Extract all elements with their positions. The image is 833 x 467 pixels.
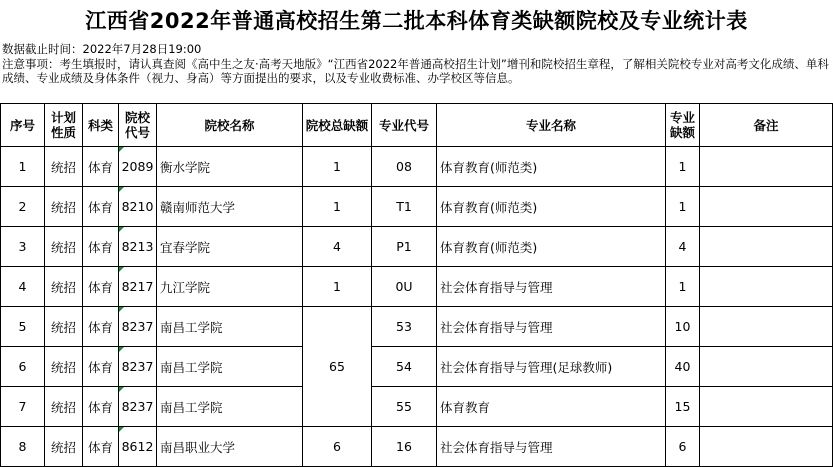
vacancy-table (0, 103, 833, 467)
cell-remark[interactable] (700, 427, 833, 467)
header-seq: 序号 (1, 104, 45, 147)
cell-major-name[interactable]: 体育教育(师范类) (437, 147, 666, 187)
cell-plan[interactable]: 统招 (45, 227, 83, 267)
cell-school-code[interactable]: 8237 (119, 307, 157, 347)
cell-school-vacancy[interactable]: 1 (303, 187, 372, 227)
table-row (1, 307, 833, 347)
cell-school-code[interactable]: 8217 (119, 267, 157, 307)
cell-subject[interactable]: 体育 (83, 387, 119, 427)
cell-school-code[interactable]: 2089 (119, 147, 157, 187)
cell-plan[interactable]: 统招 (45, 147, 83, 187)
page-title: 江西省2022年普通高校招生第二批本科体育类缺额院校及专业统计表 (85, 9, 748, 33)
table-row (1, 227, 833, 267)
cell-school-code[interactable]: 8213 (119, 227, 157, 267)
cell-major-vacancy[interactable]: 15 (666, 387, 700, 427)
cell-school-vacancy[interactable]: 65 (303, 307, 372, 427)
cell-major-name[interactable]: 体育教育 (437, 387, 666, 427)
cell-plan[interactable]: 统招 (45, 427, 83, 467)
cell-school-vacancy[interactable]: 1 (303, 267, 372, 307)
cell-seq[interactable]: 2 (1, 187, 45, 227)
cell-school-name[interactable]: 南昌工学院 (157, 387, 303, 427)
cell-major-vacancy[interactable]: 10 (666, 307, 700, 347)
cell-major-code[interactable]: 54 (372, 347, 437, 387)
cell-major-name[interactable]: 体育教育(师范类) (437, 187, 666, 227)
header-major-name: 专业名称 (437, 104, 666, 147)
notice-text: 注意事项：考生填报时，请认真查阅《高中生之友·高考天地版》“江西省2022年普通高校招生计划”增刊和院校招生章程，了解相关院校专业对高考文化成绩、单科成绩、专业成绩及身体条件（视力、身高）等方面提出的要求，以及专业收费标准、办学校区等信息。 (2, 57, 829, 85)
header-school-code: 院校代号 (119, 104, 157, 147)
cell-subject[interactable]: 体育 (83, 427, 119, 467)
cell-remark[interactable] (700, 187, 833, 227)
table-row (1, 187, 833, 227)
cell-major-vacancy[interactable]: 1 (666, 147, 700, 187)
cell-school-code[interactable]: 8210 (119, 187, 157, 227)
cell-plan[interactable]: 统招 (45, 347, 83, 387)
cell-major-vacancy[interactable]: 6 (666, 427, 700, 467)
cell-major-code[interactable]: T1 (372, 187, 437, 227)
cell-major-vacancy[interactable]: 1 (666, 267, 700, 307)
cell-school-vacancy[interactable]: 6 (303, 427, 372, 467)
cell-school-code[interactable]: 8237 (119, 347, 157, 387)
cell-school-code[interactable]: 8237 (119, 387, 157, 427)
cell-major-code[interactable]: P1 (372, 227, 437, 267)
cell-plan[interactable]: 统招 (45, 267, 83, 307)
table-row (1, 347, 833, 387)
header-plan: 计划性质 (45, 104, 83, 147)
cell-seq[interactable]: 3 (1, 227, 45, 267)
cell-remark[interactable] (700, 307, 833, 347)
table-row (1, 267, 833, 307)
cell-school-name[interactable]: 九江学院 (157, 267, 303, 307)
cell-remark[interactable] (700, 227, 833, 267)
cell-major-name[interactable]: 社会体育指导与管理 (437, 427, 666, 467)
cell-seq[interactable]: 5 (1, 307, 45, 347)
cell-major-vacancy[interactable]: 40 (666, 347, 700, 387)
cell-major-vacancy[interactable]: 1 (666, 187, 700, 227)
table-row (1, 387, 833, 427)
cell-seq[interactable]: 1 (1, 147, 45, 187)
cell-plan[interactable]: 统招 (45, 187, 83, 227)
cell-remark[interactable] (700, 147, 833, 187)
data-deadline: 数据截止时间：2022年7月28日19:00 (2, 42, 202, 56)
cell-major-name[interactable]: 社会体育指导与管理(足球教师) (437, 347, 666, 387)
cell-school-vacancy[interactable]: 1 (303, 147, 372, 187)
cell-major-code[interactable]: 53 (372, 307, 437, 347)
header-subject: 科类 (83, 104, 119, 147)
cell-school-name[interactable]: 南昌工学院 (157, 307, 303, 347)
cell-remark[interactable] (700, 267, 833, 307)
cell-seq[interactable]: 8 (1, 427, 45, 467)
cell-major-vacancy[interactable]: 4 (666, 227, 700, 267)
cell-major-code[interactable]: 08 (372, 147, 437, 187)
cell-major-code[interactable]: 16 (372, 427, 437, 467)
cell-school-name[interactable]: 南昌职业大学 (157, 427, 303, 467)
cell-subject[interactable]: 体育 (83, 307, 119, 347)
header-school-name: 院校名称 (157, 104, 303, 147)
cell-major-name[interactable]: 社会体育指导与管理 (437, 267, 666, 307)
cell-remark[interactable] (700, 387, 833, 427)
cell-seq[interactable]: 6 (1, 347, 45, 387)
cell-school-vacancy[interactable]: 4 (303, 227, 372, 267)
cell-subject[interactable]: 体育 (83, 267, 119, 307)
cell-seq[interactable]: 4 (1, 267, 45, 307)
cell-major-code[interactable]: 55 (372, 387, 437, 427)
cell-major-name[interactable]: 社会体育指导与管理 (437, 307, 666, 347)
cell-subject[interactable]: 体育 (83, 347, 119, 387)
header-major-code: 专业代号 (372, 104, 437, 147)
cell-major-code[interactable]: 0U (372, 267, 437, 307)
cell-major-name[interactable]: 体育教育(师范类) (437, 227, 666, 267)
cell-school-name[interactable]: 衡水学院 (157, 147, 303, 187)
cell-school-name[interactable]: 赣南师范大学 (157, 187, 303, 227)
cell-remark[interactable] (700, 347, 833, 387)
header-major-vacancy: 专业缺额 (666, 104, 700, 147)
table-row (1, 427, 833, 467)
cell-plan[interactable]: 统招 (45, 387, 83, 427)
header-school-vacancy: 院校总缺额 (303, 104, 372, 147)
cell-subject[interactable]: 体育 (83, 187, 119, 227)
table-header-row (1, 104, 833, 147)
header-remark: 备注 (700, 104, 833, 147)
table-row (1, 147, 833, 187)
cell-seq[interactable]: 7 (1, 387, 45, 427)
cell-school-name[interactable]: 南昌工学院 (157, 347, 303, 387)
cell-subject[interactable]: 体育 (83, 227, 119, 267)
cell-subject[interactable]: 体育 (83, 147, 119, 187)
cell-school-name[interactable]: 宜春学院 (157, 227, 303, 267)
cell-plan[interactable]: 统招 (45, 307, 83, 347)
cell-school-code[interactable]: 8612 (119, 427, 157, 467)
